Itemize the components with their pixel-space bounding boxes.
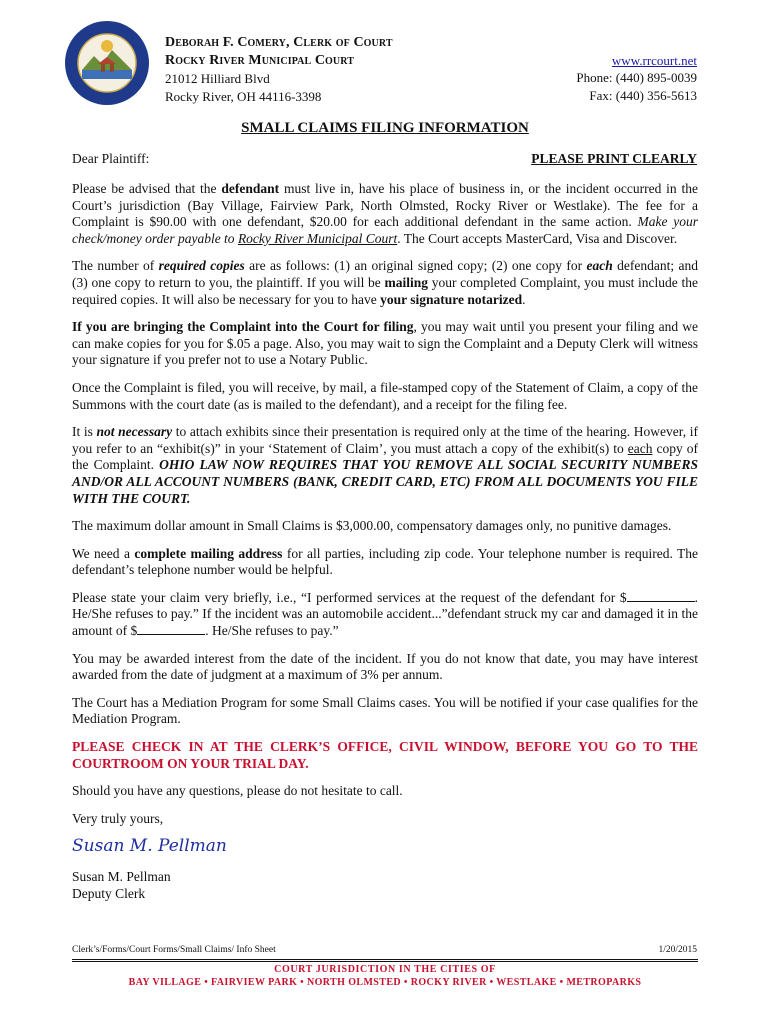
bullet-separator: • [559,977,564,988]
footer-date: 1/20/2015 [658,945,697,955]
page-title: SMALL CLAIMS FILING INFORMATION [241,120,529,136]
print-clearly-notice: PLEASE PRINT CLEARLY [531,151,697,166]
paragraph-mailing-address: We need a complete mailing address for all parties, including zip code. Your telephone number is required. The defendant’s telephone number would be helpful. [72,545,698,578]
city-name: FAIRVIEW PARK [211,977,298,988]
paragraph-jurisdiction: Please be advised that the defendant must live in, have his place of business in, or the incident occurred in the Court’s jurisdiction (Bay Village, Fairview Park, North Olmsted, Rocky River or Westlake). The fee for a Complaint is $90.00 with one defendant, $20.00 for each additional defendant in the same action. Make your check/money order payable to Rocky River Municipal Court. The Court accepts MasterCard, Visa and Discover. [72,181,698,246]
bullet-separator: • [489,977,494,988]
phone-number: Phone: (440) 895-0039 [576,70,697,85]
footer-divider [72,961,698,962]
court-seal-logo [64,20,150,106]
city-address: Rocky River, OH 44116-3398 [165,88,322,104]
city-name: WESTLAKE [496,977,557,988]
paragraph-exhibits: It is not necessary to attach exhibits since their presentation is required only at the time of the hearing. However, if you refer to an “exhibit(s)” in your ‘Statement of Claim’, you must attach a copy of the exhibit(s) to each copy of the Complaint. OHIO LAW NOW REQUIRES THAT YOU REMOVE ALL SOCIAL SECURITY NUMBERS AND/OR ALL ACCOUNT NUMBERS (BANK, CREDIT CARD, ETC) FROM ALL DOCUMENTS YOU FILE WITH THE COURT. [72,424,698,506]
paragraph-claim-example: Please state your claim very briefly, i.e., “I performed services at the request of the defendant for $ . He/She refuses to pay.” If the incident was an automobile accident...”defendant struck my car and damaged it in the amount of $ . He/She refuses to pay.” [72,589,698,639]
city-name: ROCKY RIVER [410,977,487,988]
clerk-name: Deborah F. Comery, Clerk of Court [165,35,393,50]
bullet-separator: • [403,977,408,988]
salutation: Dear Plaintiff: [72,151,150,166]
street-address: 21012 Hilliard Blvd [165,71,270,86]
paragraph-filing-in-person: If you are bringing the Complaint into the Court for filing, you may wait until you present your filing and we can make copies for you for $.05 a page. Also, you may wait to sign the Complaint and a Deputy Clerk will witness your signature if you prefer not to use a Notary Public. [72,319,698,368]
contact-info [576,52,697,104]
footer-file-path: Clerk’s/Forms/Court Forms/Small Claims/ Info Sheet [72,945,276,955]
city-name: BAY VILLAGE [128,977,202,988]
signer-title: Deputy Clerk [72,885,146,901]
bullet-separator: • [300,977,305,988]
letter-body [72,181,698,902]
website-link[interactable]: www.rrcourt.net [611,53,697,68]
court-name: Rocky River Municipal Court [165,53,354,68]
amount-blank [137,623,205,635]
city-name: NORTH OLMSTED [306,977,402,988]
city-name: METROPARKS [566,977,642,988]
court-header [165,34,393,105]
paragraph-mediation: The Court has a Mediation Program for some Small Claims cases. You will be notified if your case qualifies for the Mediation Program. [72,694,698,727]
closing: Very truly yours, [72,810,164,826]
handwritten-signature: Susan M. Pellman [72,836,227,857]
bullet-separator: • [204,977,209,988]
signer-name: Susan M. Pellman [72,869,171,884]
fax-number: Fax: (440) 356-5613 [589,87,697,103]
paragraph-after-filing: Once the Complaint is filed, you will receive, by mail, a file-stamped copy of the Statement of Claim, a copy of the Summons with the court date (as is mailed to the defendant), and a receipt for the filing fee. [72,379,698,412]
paragraph-interest: You may be awarded interest from the date of the incident. If you do not know that date, you may have interest awarded from the date of judgment at a maximum of 3% per annum. [72,650,698,683]
paragraph-check-in-notice: PLEASE CHECK IN AT THE CLERK’S OFFICE, CIVIL WINDOW, BEFORE YOU GO TO THE COURTROOM ON YOUR TRIAL DAY. [72,739,698,771]
paragraph-copies: The number of required copies are as follows: (1) an original signed copy; (2) one copy for each defendant; and (3) one copy to return to you, the plaintiff. If you will be mailing your completed Complaint, you must include the required copies. It will also be necessary for you to have your signature notarized. [72,258,698,307]
amount-blank [627,590,695,602]
footer-divider [72,959,698,960]
jurisdiction-heading: COURT JURISDICTION IN THE CITIES OF [274,964,496,975]
paragraph-questions: Should you have any questions, please do not hesitate to call. [72,783,403,799]
paragraph-maximum-amount: The maximum dollar amount in Small Claims is $3,000.00, compensatory damages only, no punitive damages. [72,518,672,534]
jurisdiction-cities [0,977,770,988]
